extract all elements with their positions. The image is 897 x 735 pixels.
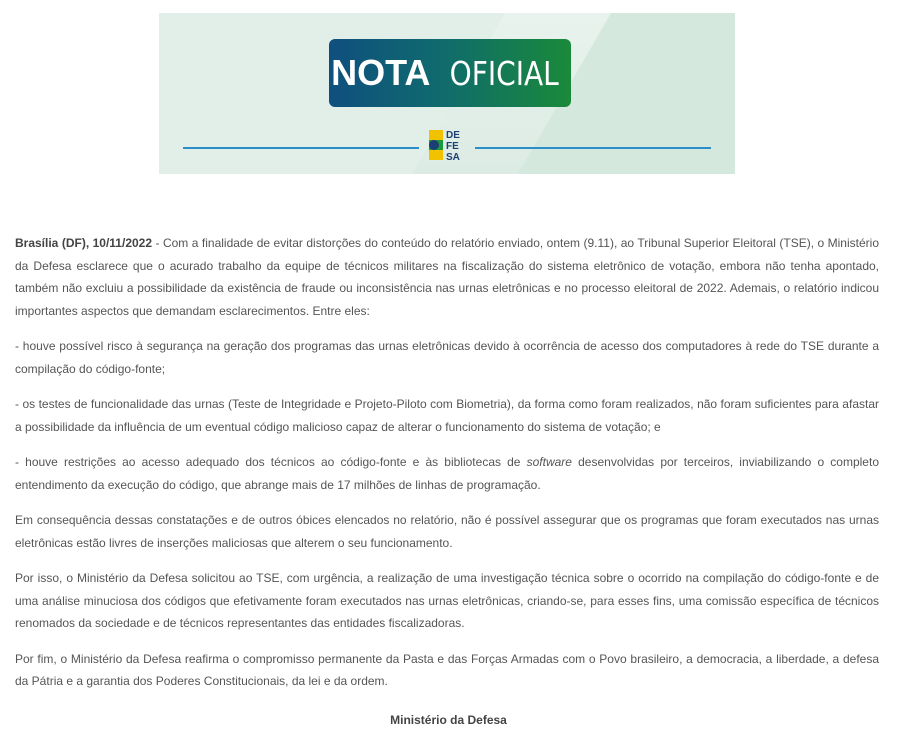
- signature: Ministério da Defesa: [390, 713, 507, 727]
- banner-title-light: OFICIAL: [450, 53, 560, 93]
- banner-title: [329, 39, 571, 107]
- nota-oficial-banner: [159, 13, 735, 174]
- paragraph: Em consequência dessas constatações e de outros óbices elencados no relatório, não é possível assegurar que os programas que foram executados nas urnas eletrônicas estão livres de inserções maliciosas que alterem o seu funcionamento.: [15, 513, 879, 550]
- banner-title-bold: NOTA: [331, 52, 431, 93]
- dateline: Brasília (DF), 10/11/2022: [15, 236, 153, 250]
- paragraph: Por isso, o Ministério da Defesa solicitou ao TSE, com urgência, a realização de uma investigação técnica sobre o ocorrido na compilação do código-fonte e de uma análise minuciosa dos códigos que efetivamente foram executados nas urnas eletrônicas, criando-se, para esses fins, uma comissão específica de técnicos renomados da sociedade e de técnicos representantes das entidades fiscalizadoras.: [15, 571, 879, 630]
- paragraph: Por fim, o Ministério da Defesa reafirma o compromisso permanente da Pasta e das Forças Armadas com o Povo brasileiro, a democracia, a liberdade, a defesa da Pátria e a garantia dos Poderes Constitucionais, da lei e da ordem.: [15, 651, 879, 688]
- paragraph: - houve restrições ao acesso adequado dos técnicos ao código-fonte e às bibliotecas de software desenvolvidas por terceiros, inviabilizando o completo entendimento da execução do código, que abrange mais de 17 milhões de linhas de programação.: [15, 455, 879, 492]
- paragraph: Brasília (DF), 10/11/2022 - Com a finalidade de evitar distorções do conteúdo do relatório enviado, ontem (9.11), ao Tribunal Superior Eleitoral (TSE), o Ministério da Defesa esclarece que o acurado trabalho da equipe de técnicos militares na fiscalização do sistema eletrônico de votação, embora não tenha apontado, também não excluiu a possibilidade da existência de fraude ou inconsistência nas urnas eletrônicas e no processo eleitoral de 2022. Ademais, o relatório indicou importantes aspectos que demandam esclarecimentos. Entre eles:: [15, 236, 879, 318]
- article-body: [15, 232, 879, 706]
- paragraph: - os testes de funcionalidade das urnas (Teste de Integridade e Projeto-Piloto com Biometria), da forma como foram realizados, não foram suficientes para afastar a possibilidade da influência de um eventual código malicioso capaz de alterar o funcionamento do sistema de votação; e: [15, 397, 879, 434]
- defesa-logo: [429, 130, 471, 166]
- defesa-logo-text: DE FE SA: [446, 130, 460, 163]
- banner-divider-right: [475, 147, 711, 149]
- paragraph: - houve possível risco à segurança na geração dos programas das urnas eletrônicas devido à ocorrência de acesso dos computadores à rede do TSE durante a compilação do código-fonte;: [15, 339, 879, 376]
- banner-divider-left: [183, 147, 419, 149]
- defesa-logo-icon: [429, 130, 443, 160]
